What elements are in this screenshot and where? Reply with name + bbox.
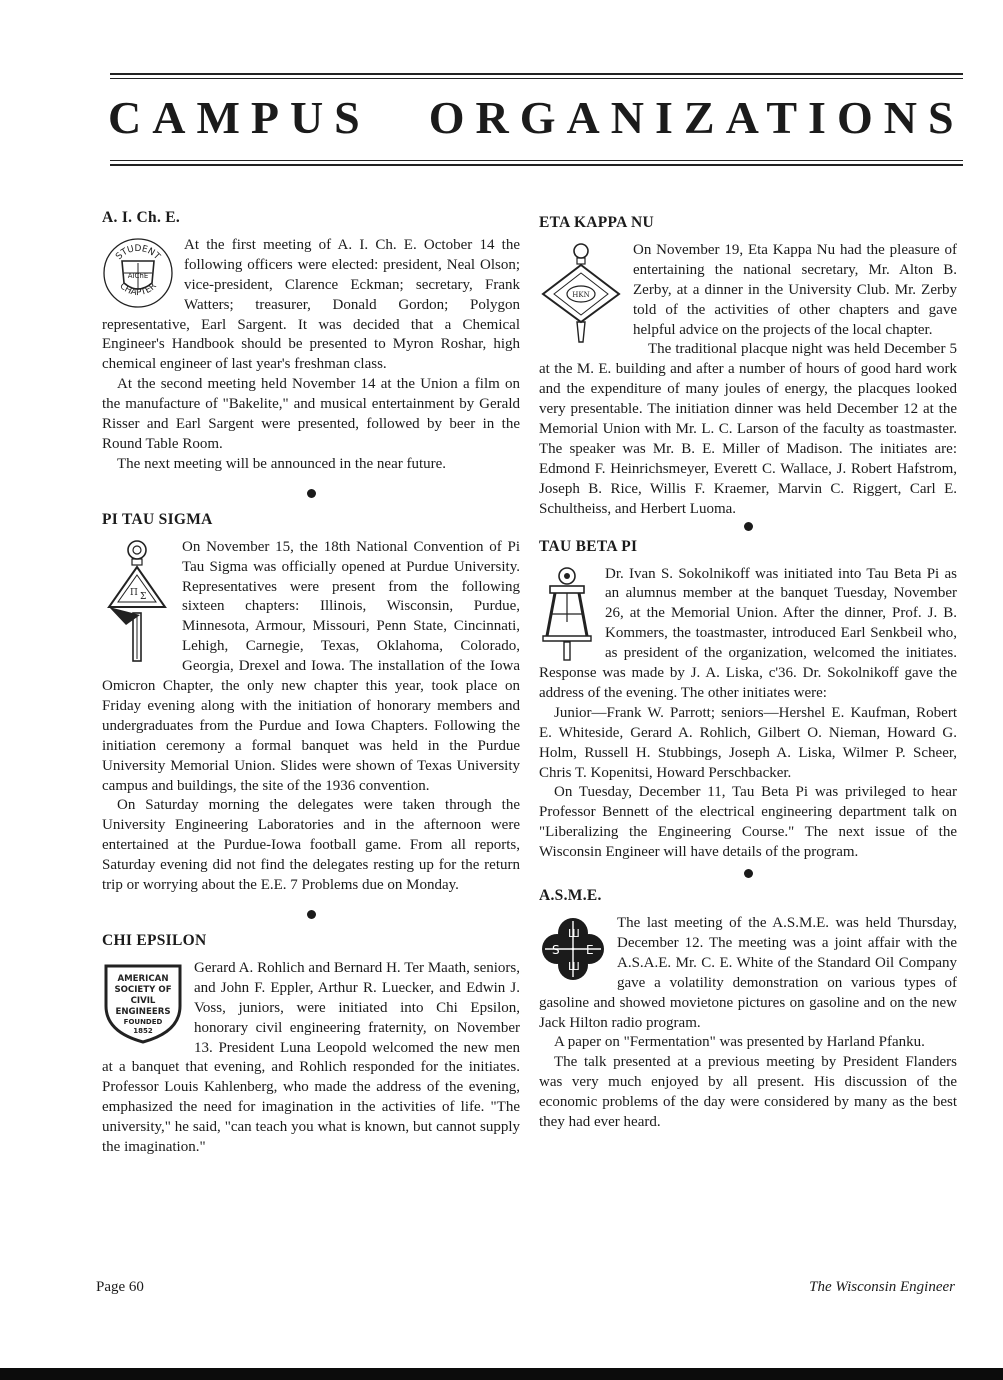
section-pi-tau-sigma: [102, 510, 520, 896]
bottom-rule-thin: [110, 160, 963, 161]
svg-text:Σ: Σ: [140, 591, 147, 602]
section-chi-epsilon: [102, 931, 520, 1158]
publication-name: The Wisconsin Engineer: [809, 1279, 955, 1295]
section-separator-dot: [744, 522, 753, 531]
left-column: [102, 208, 520, 1158]
section-heading: ETA KAPPA NU: [539, 214, 654, 231]
tau-beta-pi-bent-icon: [539, 566, 595, 662]
svg-text:Π: Π: [130, 587, 138, 598]
asme-emblem-icon: [539, 915, 607, 983]
section-separator-dot: [307, 489, 316, 498]
paragraph: Dr. Ivan S. Sokolnikoff was initiated into Tau Beta Pi as an alumnus member at the banquet Tuesday, November 26, at the Memorial Union. After the dinner, Prof. J. B. Kommers, the toastmaster, introduced Earl Senkbeil who, as president of the organization, welcomed the initiates. Response was made by J. A. Liska, c'36. Dr. Sokolnikoff gave the address of the evening. The other initiates were:: [539, 565, 957, 701]
section-heading: CHI EPSILON: [102, 932, 207, 949]
page-title: [108, 88, 968, 148]
paragraph: The last meeting of the A.S.M.E. was held Thursday, December 12. The meeting was a joint affair with the A.S.A.E. Mr. C. E. White of the Standard Oil Company gave a volatility demonstration on various types of gasoline and showed movietone pictures on gasoline and on the new Jack Hilton radio program.: [539, 915, 957, 1031]
section-heading: A.S.M.E.: [539, 887, 602, 905]
paragraph: A paper on "Fermentation" was presented by Harland Pfanku.: [554, 1034, 925, 1051]
pi-tau-sigma-key-icon: [102, 539, 172, 669]
section-tau-beta-pi: [539, 537, 957, 864]
paragraph: At the first meeting of A. I. Ch. E. October 14 the following officers were elected: president, Neal Olson; vice-president, Clarence Eckman; secretary, Frank Watters; treasurer, Donald Gordon; Polygon representative, Earl Sargent. It was decided that a Chemical Engineer's Handbook should be presented to Myron Roshar, high chemical engineer of last year's freshman class.: [102, 236, 520, 373]
student-chapter-seal-icon: [102, 237, 174, 309]
asce-line: AMERICAN: [117, 973, 169, 984]
seal-center-text: AIChE: [127, 271, 149, 280]
eta-kappa-nu-key-icon: [539, 242, 623, 344]
asce-line: ENGINEERS: [115, 1006, 171, 1017]
title-word-organizations: ORGANIZATIONS: [428, 92, 965, 143]
section-aiche: [102, 208, 520, 475]
paragraph: On Tuesday, December 11, Tau Beta Pi was privileged to hear Professor Bennett of the electrical engineering department talk on "Liberalizing the Engineering Course." The next issue of the Wisconsin Engineer will have details of the program.: [539, 784, 957, 861]
paragraph: The talk presented at a previous meeting by President Flanders was very much enjoyed by all present. His discussion of the economic problems of the day were considered by many as the best they had ever heard.: [539, 1054, 957, 1131]
paragraph: Junior—Frank W. Parrott; seniors—Hershel E. Kaufman, Robert E. Whiteside, Gerard A. Rohlich, Gilbert O. Nieman, Howard G. Holm, Russell H. Stubbings, Joseph A. Liska, Wilmer P. Scheer, Chris T. Kopenitsi, Howard Perschbacker.: [539, 704, 957, 781]
scan-border: [0, 1368, 1003, 1380]
svg-text:S: S: [552, 943, 560, 957]
paragraph: The traditional placque night was held December 5 at the M. E. building and after a number of hours of good hard work and the expenditure of many joules of energy, the placques looked very presentable. The initiation dinner was held December 12 at the Memorial Union with Mr. L. C. Larson of the faculty as toastmaster. The speaker was Mr. B. E. Miller of Madison. The initiates are: Edmond F. Heinrichsmeyer, Everett C. Wallace, J. Robert Hafstrom, Joseph B. Rice, Willis F. Kraemer, Marvin C. Riggert, Carl E. Schultheiss, and Herbert Luoma.: [539, 341, 957, 517]
paragraph: On November 19, Eta Kappa Nu had the pleasure of entertaining the national secretary, Mr. Alton B. Zerby, at a dinner in the University Club. Mr. Zerby told of the activities of other chapters and gave helpful advice on the projects of the local chapter.: [633, 241, 957, 338]
asce-shield-icon: [102, 960, 184, 1044]
asce-line: CIVIL: [130, 995, 156, 1006]
top-rule-thick: [110, 73, 963, 75]
section-heading: A. I. Ch. E.: [102, 209, 181, 226]
svg-text:Ш: Ш: [568, 960, 580, 973]
section-heading: TAU BETA PI: [539, 537, 638, 555]
paragraph: Gerard A. Rohlich and Bernard H. Ter Maath, seniors, and John F. Eppler, Arthur R. Luecker, and Edwin J. Voss, juniors, were initiated into Chi Epsilon, honorary civil engineering fraternity, on November 13. President Luna Leopold welcomed the new men at a banquet that evening, and Rohlich responded for the initiates. Professor Louis Kahlenberg, who made the address of the evening, emphasized the need for imagination in the activities of life. "The university," he said, "can teach you what is known, but cannot supply the imagination.": [102, 959, 520, 1156]
paragraph: On Saturday morning the delegates were taken through the University Engineering Laboratories and in the afternoon were entertained at the Purdue-Iowa football game. From all reports, Saturday evening did not find the delegates resting up for the return trip or worrying about the E.E. 7 Problems due on Monday.: [102, 797, 520, 894]
section-separator-dot: [744, 869, 753, 878]
svg-text:E: E: [586, 943, 594, 957]
section-asme: [539, 886, 957, 1133]
page-number: Page 60: [96, 1279, 144, 1295]
asce-line: SOCIETY OF: [114, 984, 172, 995]
asce-line: 1852: [133, 1026, 153, 1035]
seal-bottom-text: CHAPTER: [117, 281, 159, 298]
hkn-letters: ΗΚΝ: [572, 290, 590, 299]
top-rule-thin: [110, 78, 963, 79]
section-heading: PI TAU SIGMA: [102, 510, 213, 528]
section-separator-dot: [307, 910, 316, 919]
bottom-rule-thick: [110, 164, 963, 166]
title-word-campus: CAMPUS: [108, 92, 371, 143]
asce-line: FOUNDED: [123, 1017, 163, 1026]
paragraph: The next meeting will be announced in the near future.: [117, 455, 447, 472]
paragraph: On November 15, the 18th National Convention of Pi Tau Sigma was officially opened at Purdue University. Representatives were present from the following sixteen chapters: Illinois, Wisconsin, Purdue, Minnesota, Armour, Missouri, Penn State, Cincinnati, Lehigh, Carnegie, Texas, Oklahoma, Colorado, Georgia, Drexel and Iowa. The installation of the Iowa Omicron Chapter, the only new chapter this year, took place on Friday evening along with the initiation of honorary members and undergraduates from the Purdue and Iowa Chapters. Following the initiation ceremony a formal banquet was held in the Purdue University Memorial Union. Slides were shown of Texas University campus and buildings, the site of the 1936 convention.: [102, 538, 520, 794]
right-column: [539, 213, 957, 1133]
section-eta-kappa-nu: [539, 213, 957, 520]
seal-top-text: STUDENT: [114, 243, 162, 262]
paragraph: At the second meeting held November 14 at the Union a film on the manufacture of "Bakelite," and musical entertainment by Gerald Risser and Earl Sargent were presented, followed by beer in the Round Table Room.: [102, 376, 520, 452]
svg-text:Ш: Ш: [568, 927, 580, 940]
